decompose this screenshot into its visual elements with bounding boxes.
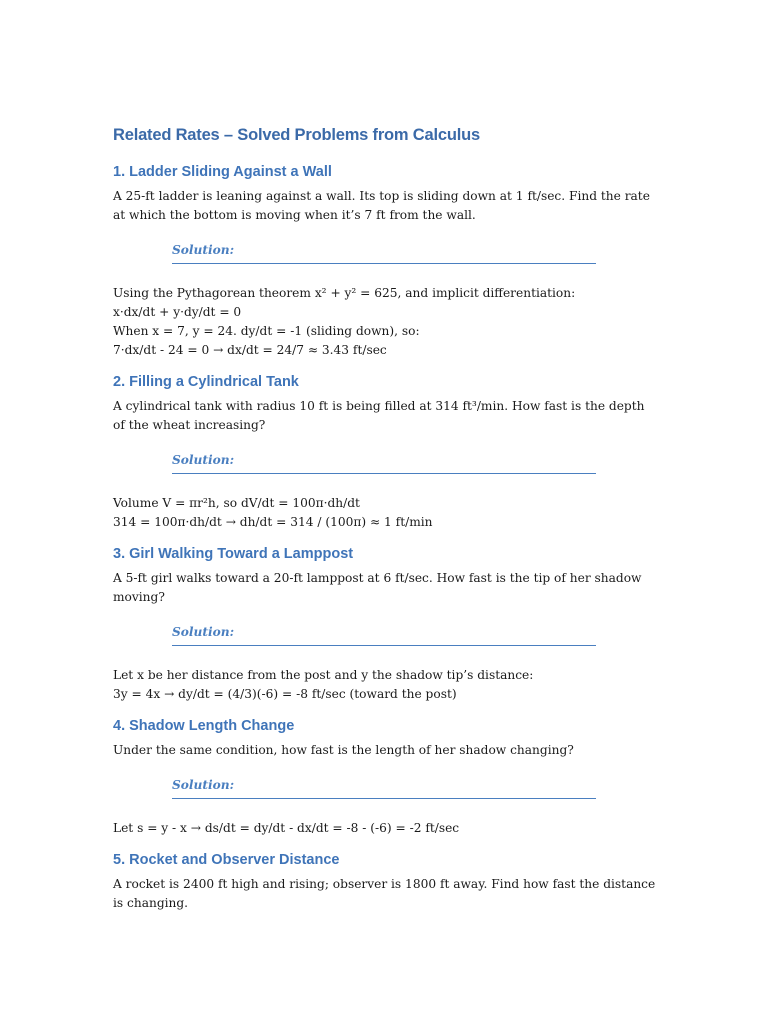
document-title: Related Rates – Solved Problems from Calculus	[113, 126, 480, 144]
solution-label: Solution:	[172, 778, 235, 792]
solution-header	[172, 774, 596, 799]
solution-line: Volume V = πr²h, so dV/dt = 100π·dh/dt	[113, 496, 360, 510]
solution-line: Using the Pythagorean theorem x² + y² = 625, and implicit differentiation:	[113, 286, 576, 300]
solution-line: x·dx/dt + y·dy/dt = 0	[113, 305, 242, 319]
problem-heading: 5. Rocket and Observer Distance	[113, 852, 340, 868]
solution-label: Solution:	[172, 625, 235, 639]
solution-header	[172, 239, 596, 264]
solution-line: Let s = y - x → ds/dt = dy/dt - dx/dt = -8 - (-6) = -2 ft/sec	[113, 821, 460, 835]
problem-1	[113, 162, 658, 372]
problem-question: Under the same condition, how fast is the length of her shadow changing?	[113, 743, 574, 757]
problem-question: A cylindrical tank with radius 10 ft is being filled at 314 ft³/min. How fast is the depth of the wheat increasing?	[113, 399, 645, 432]
solution-header	[172, 621, 596, 646]
problem-heading: 1. Ladder Sliding Against a Wall	[113, 164, 332, 180]
solution-body	[113, 284, 658, 360]
solution-label: Solution:	[172, 243, 235, 257]
solution-body	[113, 666, 658, 704]
solution-body	[113, 494, 658, 532]
document-page	[113, 124, 658, 913]
solution-body	[113, 819, 658, 838]
problem-question: A 25-ft ladder is leaning against a wall. Its top is sliding down at 1 ft/sec. Find the rate at which the bottom is moving when it’s 7 ft from the wall.	[113, 189, 650, 222]
solution-line: 314 = 100π·dh/dt → dh/dt = 314 / (100π) ≈ 1 ft/min	[113, 515, 433, 529]
solution-line: 7·dx/dt - 24 = 0 → dx/dt = 24/7 ≈ 3.43 ft/sec	[113, 343, 387, 357]
solution-line: 3y = 4x → dy/dt = (4/3)(-6) = -8 ft/sec (toward the post)	[113, 687, 457, 701]
problem-heading: 2. Filling a Cylindrical Tank	[113, 374, 299, 390]
solution-line: Let x be her distance from the post and y the shadow tip’s distance:	[113, 668, 534, 682]
solution-label: Solution:	[172, 453, 235, 467]
problem-heading: 4. Shadow Length Change	[113, 718, 295, 734]
solution-line: When x = 7, y = 24. dy/dt = -1 (sliding down), so:	[113, 324, 420, 338]
problem-4	[113, 716, 658, 850]
problem-2	[113, 372, 658, 544]
problem-heading: 3. Girl Walking Toward a Lamppost	[113, 546, 354, 562]
problem-5	[113, 850, 658, 913]
solution-header	[172, 449, 596, 474]
problem-3	[113, 544, 658, 716]
problem-question: A 5-ft girl walks toward a 20-ft lamppost at 6 ft/sec. How fast is the tip of her shadow moving?	[113, 571, 642, 604]
problem-question: A rocket is 2400 ft high and rising; observer is 1800 ft away. Find how fast the distance is changing.	[113, 877, 656, 910]
